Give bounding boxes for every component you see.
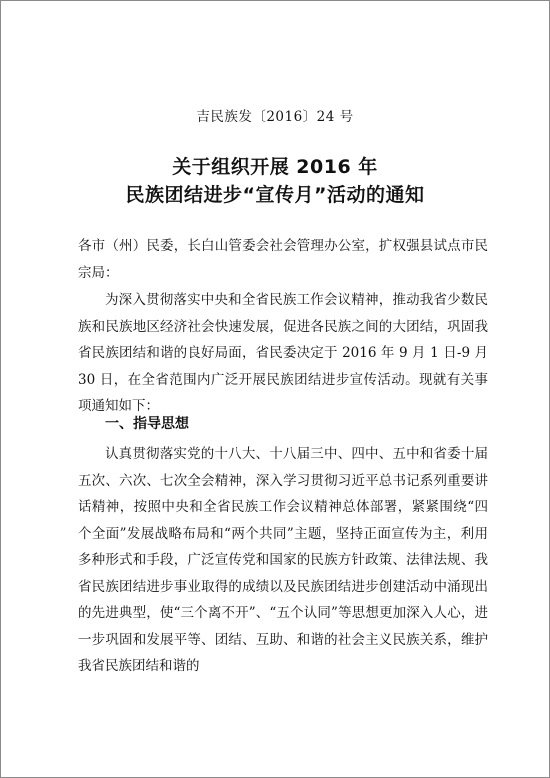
addressee: 各市（州）民委，长白山管委会社会管理办公室，扩权强县试点市民宗局： <box>78 238 488 281</box>
document-title-line-1: 关于组织开展 2016 年 <box>172 156 378 178</box>
section-heading-guiding-thought: 一、指导思想 <box>105 416 189 432</box>
intro-paragraph: 为深入贯彻落实中央和全省民族工作会议精神，推动我省少数民族和民族地区经济社会快速发展，促进各民族之间的大团结，巩固我省民族团结和谐的良好局面，省民委决定于 2016 年 9 月 1 日-9 月 30 日，在全省范围内广泛开展民族团结进步宣传活动。现就有关事项通知如下： <box>78 292 488 414</box>
document-title-line-2: 民族团结进步“宣传月”活动的通知 <box>125 184 425 206</box>
document-number: 吉民族发〔2016〕24 号 <box>196 109 354 125</box>
section-paragraph-guiding-thought: 认真贯彻落实党的十八大、十八届三中、四中、五中和省委十届五次、六次、七次全会精神，深入学习贯彻习近平总书记系列重要讲话精神，按照中央和全省民族工作会议精神总体部署，紧紧围绕“四个全面”发展战略布局和“两个共同”主题，坚持正面宣传为主，利用多种形式和手段，广泛宣传党和国家的民族方针政策、法律法规、我省民族团结进步事业取得的成绩以及民族团结进步创建活动中涌现出的先进典型，使“三个离不开”、“五个认同”等思想更加深入人心，进一步巩固和发展平等、团结、互助、和谐的社会主义民族关系，维护我省民族团结和谐的 <box>78 446 488 674</box>
